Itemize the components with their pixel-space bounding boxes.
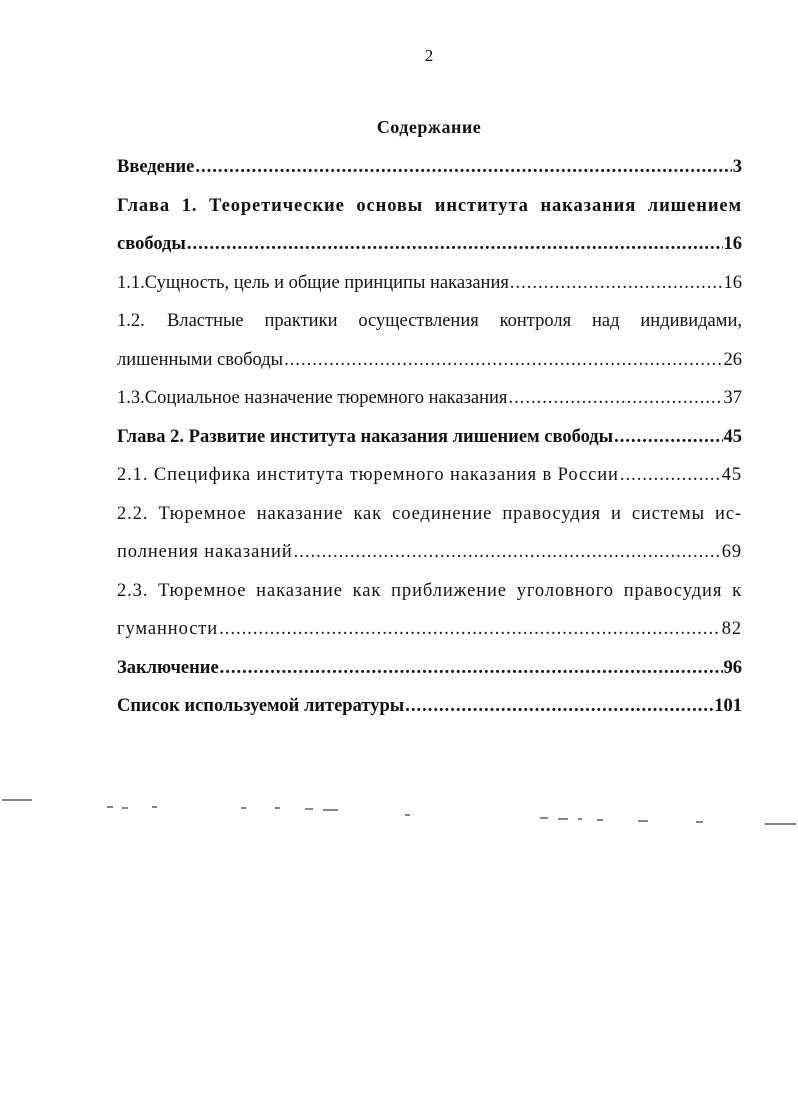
toc-entry-chapter-1	[117, 187, 742, 226]
toc-entry-section-2-2-cont	[117, 533, 742, 572]
toc-entry-section-2-2	[117, 495, 742, 534]
toc-entry-label: 2.1. Специфика института тюремного наказания в России	[117, 465, 619, 485]
toc-section-number: 1.2.	[117, 311, 145, 331]
toc-page-number: 16	[723, 272, 742, 293]
toc-page-number: 69	[721, 542, 742, 562]
toc-page-number: 96	[723, 657, 742, 678]
dot-leader	[195, 148, 731, 187]
toc-entry-label: Глава 2. Развитие института наказания лишением свободы	[117, 426, 614, 447]
toc-entry-label: полнения наказаний	[117, 542, 293, 562]
dot-leader	[284, 341, 722, 380]
toc-entry-section-2-1	[117, 456, 742, 495]
toc-entry-label: лишенными свободы	[117, 349, 284, 370]
toc-entry-intro	[117, 148, 742, 187]
toc-entry-label	[167, 302, 742, 341]
toc-entry-chapter-1-cont	[117, 225, 742, 264]
toc-page-number: 16	[723, 234, 742, 254]
dot-leader	[510, 264, 723, 303]
toc-page-number: 37	[723, 388, 742, 408]
toc-section-number: 1.3.	[117, 388, 145, 408]
dot-leader	[508, 379, 722, 418]
toc-entry-label: Социальное назначение тюремного наказания	[144, 388, 508, 408]
toc-section-number: 1.1.	[117, 272, 145, 293]
toc-entry-section-1-3	[117, 379, 742, 418]
toc-entry-label: 2.3. Тюремное наказание как приближение уголовного правосудия к	[117, 580, 742, 601]
dot-leader	[187, 225, 723, 264]
toc-entry-conclusion	[117, 649, 742, 688]
toc-page-number: 45	[723, 426, 742, 447]
page-number: 2	[424, 46, 434, 65]
toc-entry-chapter-2	[117, 418, 742, 457]
toc-entry-label: Заключение	[117, 657, 219, 678]
toc-page-number: 3	[732, 157, 742, 177]
toc-entry-section-1-2-cont	[117, 341, 742, 380]
toc-page-number: 45	[721, 465, 742, 485]
toc-entry-label: гуманности	[117, 619, 219, 639]
toc-page-number: 26	[723, 349, 742, 370]
table-of-contents	[117, 148, 742, 726]
dot-leader	[220, 649, 723, 688]
toc-entry-references	[117, 687, 742, 726]
toc-page-number: 82	[721, 619, 742, 639]
toc-entry-section-2-3	[117, 572, 742, 611]
toc-entry-section-2-3-cont	[117, 610, 742, 649]
dot-leader	[405, 687, 713, 726]
toc-entry-label: Список используемой литературы	[117, 696, 405, 716]
dot-leader	[614, 418, 722, 457]
page-title: Содержание	[376, 117, 482, 137]
toc-entry-label: свободы	[117, 234, 186, 254]
dot-leader	[620, 456, 721, 495]
toc-entry-label: Сущность, цель и общие принципы наказания	[144, 272, 509, 293]
dot-leader	[219, 610, 721, 649]
toc-entry-section-1-1	[117, 264, 742, 303]
dot-leader	[294, 533, 721, 572]
toc-page-number: 101	[714, 696, 742, 716]
toc-entry-label: Введение	[117, 157, 195, 177]
toc-entry-label: Глава 1. Теоретические основы института наказания лишением	[117, 195, 742, 216]
toc-entry-label-text: Властные практики осуществления контроля над индивидами,	[167, 311, 742, 331]
scan-artifacts	[0, 790, 798, 840]
toc-entry-label: 2.2. Тюремное наказание как соединение правосудия и системы ис-	[117, 503, 742, 524]
toc-entry-section-1-2	[117, 302, 742, 341]
